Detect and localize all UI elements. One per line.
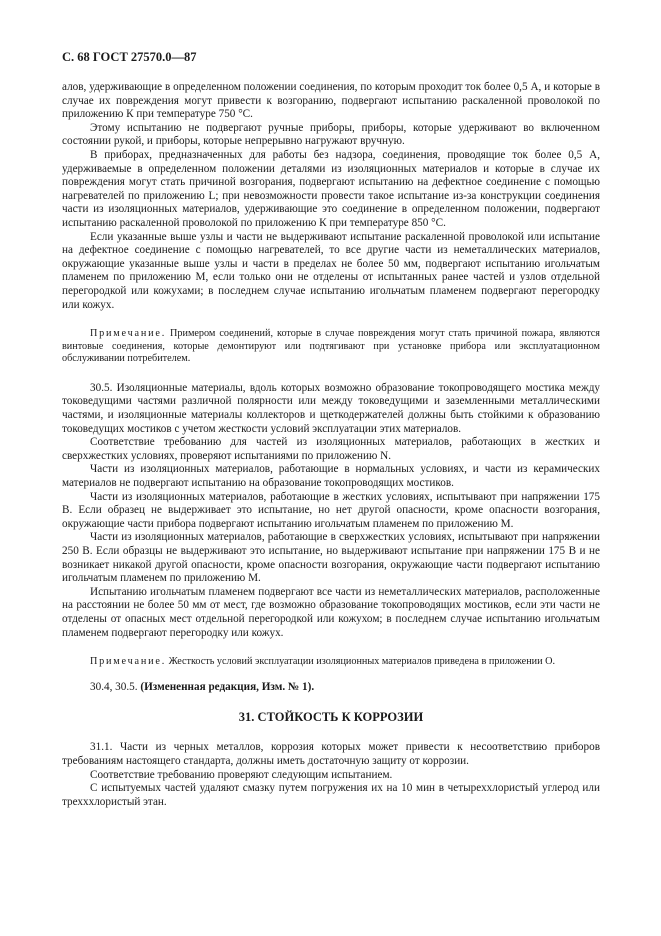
document-page xyxy=(62,50,600,809)
amendment-line xyxy=(62,681,600,695)
section-title: 31. СТОЙКОСТЬ К КОРРОЗИИ xyxy=(238,710,424,725)
paragraph: Соответствие требованию для частей из изоляционных материалов, работающих в жестких и сверхжестких условиях, проверяют испытаниями по приложению N. xyxy=(62,436,600,462)
paragraph: Если указанные выше узлы и части не выдерживают испытание раскаленной проволокой или испытание на дефектное соединение с помощью нагревателей, то все другие части из неметаллических материалов, окружающие указанные выше узлы и части в пределах не более 50 мм, подвергают испытанию игольчатым пламенем по приложению М, если только они не отделены от испытанных ранее частей и узлов отдельной перегородкой или кожухами; в последнем случае испытанию игольчатым пламенем подвергают перегородку или кожух. xyxy=(62,230,600,311)
paragraph: Соответствие требованию проверяют следующим испытанием. xyxy=(90,768,393,781)
amendment-refs: 30.4, 30.5. xyxy=(90,680,141,693)
paragraph: В приборах, предназначенных для работы без надзора, соединения, проводящие ток более 0,5 А, удерживаемые в определенном положении деталями из изоляционных материалов и которые в случае их повреждения могут стать причиной возгорания, подвергают испытанию на дефектное соединение с помощью нагревателей по приложению L; при невозможности провести такое испытание из-за конструкции соединения части из изоляционных материалов, удерживающие это соединение в определенном положении, подвергают испытанию раскаленной проволокой по приложению К при температуре 850 °С. xyxy=(62,148,600,229)
paragraph-30-5: 30.5. Изоляционные материалы, вдоль которых возможно образование токопроводящего мостика между токоведущими частями различной полярности или между токоведущими и заземленными металлическими частями, и изоляционные материалы коллекторов и щеткодержателей должны быть стойкими к образованию токоведущих мостиков с учетом жесткости условий эксплуатации этих материалов. xyxy=(62,381,600,435)
note-text: Жесткость условий эксплуатации изоляционных материалов приведена в приложении О. xyxy=(166,656,555,668)
note-text: Примером соединений, которые в случае повреждения могут стать причиной пожара, являются винтовые соединения, которые демонтируют или подтягивают при установке прибора или эксплуатационном обслуживании потребителем. xyxy=(62,328,600,365)
paragraph: Испытанию игольчатым пламенем подвергают все части из неметаллических материалов, расположенные на расстоянии не более 50 мм от мест, где возможно образование токопроводящих мостиков, если эти части не отделены от опасных мест отдельной перегородкой или кожухом; в последнем случае испытанию игольчатым пламенем подвергают перегородку или кожух. xyxy=(62,585,600,639)
note-2 xyxy=(62,656,600,669)
note-1 xyxy=(62,328,600,366)
paragraph: Части из изоляционных материалов, работающие в нормальных условиях, и части из керамических материалов не подвергают испытанию на образование токопроводящих мостиков. xyxy=(62,463,600,490)
note-label: Примечание. xyxy=(90,656,167,668)
paragraph-continuation: алов, удерживающие в определенном положении соединения, по которым проходит ток более 0,5 А, и которые в случае их повреждения могут привести к возгоранию, подвергают испытанию раскаленной проволокой по приложению К при температуре 750 °С. xyxy=(62,81,600,121)
page-header: С. 68 ГОСТ 27570.0—87 xyxy=(62,50,197,64)
paragraph: Этому испытанию не подвергают ручные приборы, приборы, которые удерживают во включенном состоянии рукой, и приборы, которые непрерывно нагружают вручную. xyxy=(62,121,600,148)
paragraph: Части из изоляционных материалов, работающие в сверхжестких условиях, испытывают при напряжении 250 В. Если образцы не выдерживают это испытание, но выдерживают испытание при напряжении 175 В и не возникает никакой другой опасности, кроме опасности возгорания, окружающие части подвергают испытанию игольчатым пламенем по приложению М. xyxy=(62,531,600,585)
amendment-text: (Измененная редакция, Изм. № 1). xyxy=(140,680,315,693)
paragraph: С испытуемых частей удаляют смазку путем погружения их на 10 мин в четыреххлористый углерод или трехххлористый этан. xyxy=(62,782,600,808)
paragraph: Части из изоляционных материалов, работающие в жестких условиях, испытывают при напряжении 175 В. Если образец не выдерживает это испытание, но нет другой опасности, кроме опасности возгорания, окружающие части прибора подвергают испытанию игольчатым пламенем по приложению М. xyxy=(62,490,600,530)
note-label: Примечание. xyxy=(90,328,167,340)
paragraph-31-1: 31.1. Части из черных металлов, коррозия которых может привести к несоответствию приборов требованиям настоящего стандарта, должны иметь достаточную защиту от коррозии. xyxy=(62,741,600,767)
